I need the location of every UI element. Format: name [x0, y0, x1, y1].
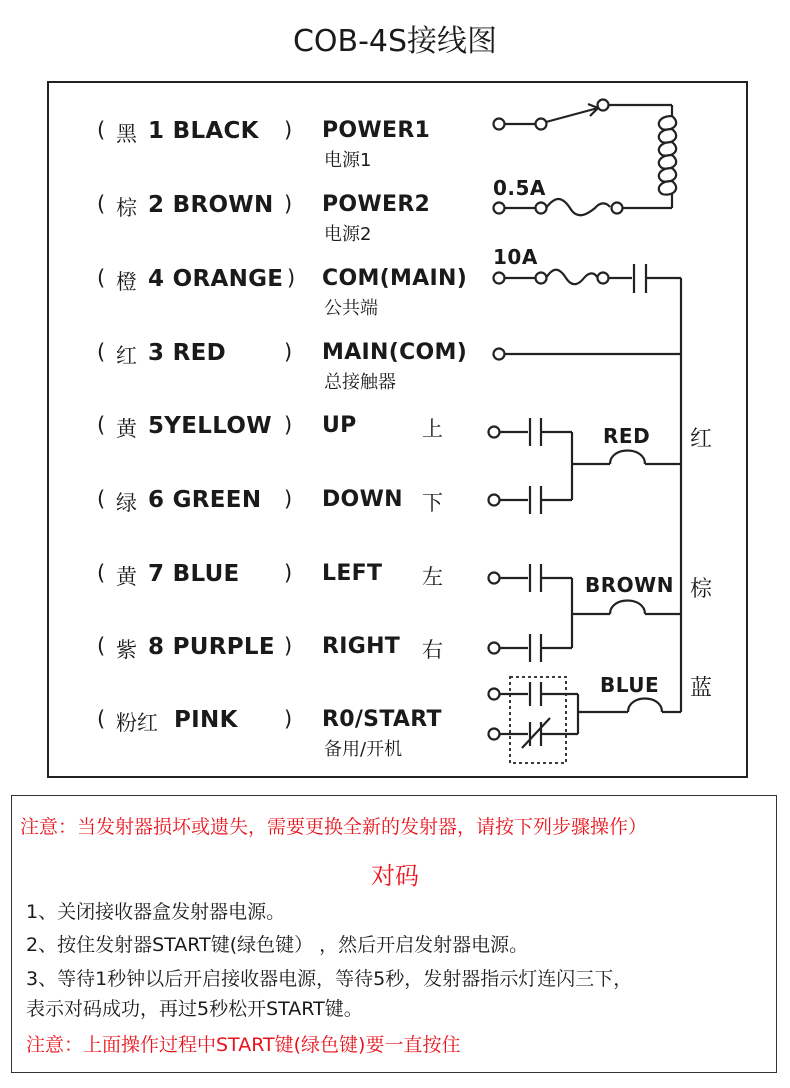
function-label: POWER1 [322, 118, 431, 143]
color-cn: 棕 [116, 196, 137, 220]
color-cn: 红 [116, 344, 137, 368]
function-label: COM(MAIN) [322, 266, 468, 291]
wire-label: 2 BROWN [148, 192, 274, 218]
paren-close: ) [284, 634, 293, 658]
pairing-heading: 对码 [371, 862, 419, 890]
paren-open: ( [97, 118, 106, 142]
replace-warning: 注意：当发射器损坏或遗失，需要更换全新的发射器，请按下列步骤操作） [20, 816, 648, 838]
wire-label: 8 PURPLE [148, 634, 275, 660]
wire-label: 1 BLACK [148, 118, 259, 144]
fuse-0-5a [494, 199, 623, 215]
coil-label-brown: BROWN [585, 573, 674, 597]
side-label-brown: 棕 [690, 577, 713, 602]
power-switch [494, 100, 673, 130]
paren-close: ) [287, 266, 296, 290]
function-label: RIGHT [322, 634, 401, 659]
function-label: LEFT [322, 561, 383, 586]
paren-close: ) [284, 192, 293, 216]
paren-open: ( [97, 192, 106, 216]
paren-close: ) [284, 118, 293, 142]
power-coil [622, 116, 676, 208]
color-cn: 绿 [116, 491, 137, 515]
paren-open: ( [97, 707, 106, 731]
fuse-label-0-5a: 0.5A [493, 176, 546, 200]
function-sub: 公共端 [324, 298, 378, 319]
function-cn: 下 [422, 491, 443, 515]
hold-warning: 注意：上面操作过程中START键(绿色键)要一直按住 [26, 1034, 461, 1056]
color-cn: 紫 [116, 638, 137, 662]
wire-label: 3 RED [148, 340, 227, 366]
wire-label: 7 BLUE [148, 561, 240, 587]
function-cn: 左 [422, 565, 443, 589]
step-3-cont: 表示对码成功，再过5秒松开START键。 [26, 998, 363, 1020]
function-sub: 总接触器 [324, 372, 396, 393]
function-label: DOWN [322, 487, 403, 512]
function-label: POWER2 [322, 192, 431, 217]
up-down-contacts [489, 418, 682, 514]
function-sub: 电源2 [324, 224, 372, 245]
color-cn: 黄 [116, 417, 137, 441]
step-2: 2、按住发射器START键(绿色键） ，然后开启发射器电源。 [26, 934, 529, 956]
paren-close: ) [284, 707, 293, 731]
paren-close: ) [284, 340, 293, 364]
paren-open: ( [97, 413, 106, 437]
color-cn: 粉红 [116, 711, 158, 735]
main-terminal [494, 349, 682, 360]
function-sub: 备用/开机 [324, 739, 403, 760]
coil-label-red: RED [603, 424, 651, 448]
function-label: R0/START [322, 707, 442, 732]
function-sub: 电源1 [324, 150, 372, 171]
function-cn: 上 [422, 417, 443, 441]
paren-close: ) [284, 413, 293, 437]
fuse-label-10a: 10A [493, 245, 538, 269]
side-label-blue: 蓝 [690, 676, 713, 701]
wire-label: PINK [174, 707, 238, 733]
step-1: 1、关闭接收器盒发射器电源。 [26, 901, 286, 923]
wire-label: 4 ORANGE [148, 266, 284, 292]
paren-open: ( [97, 266, 106, 290]
color-cn: 黄 [116, 565, 137, 589]
paren-close: ) [284, 561, 293, 585]
step-3: 3、等待1秒钟以后开启接收器电源，等待5秒，发射器指示灯连闪三下， [26, 968, 633, 990]
wire-label: 6 GREEN [148, 487, 262, 513]
paren-open: ( [97, 487, 106, 511]
color-cn: 黑 [116, 122, 137, 146]
color-cn: 橙 [116, 270, 137, 294]
paren-close: ) [284, 487, 293, 511]
function-cn: 右 [422, 638, 443, 662]
diagram-title: COB-4S接线图 [292, 24, 498, 59]
paren-open: ( [97, 561, 106, 585]
function-label: UP [322, 413, 357, 438]
coil-label-blue: BLUE [600, 673, 660, 697]
paren-open: ( [97, 634, 106, 658]
wire-label: 5YELLOW [148, 413, 272, 439]
paren-open: ( [97, 340, 106, 364]
function-label: MAIN(COM) [322, 340, 468, 365]
side-label-red: 红 [690, 427, 713, 452]
